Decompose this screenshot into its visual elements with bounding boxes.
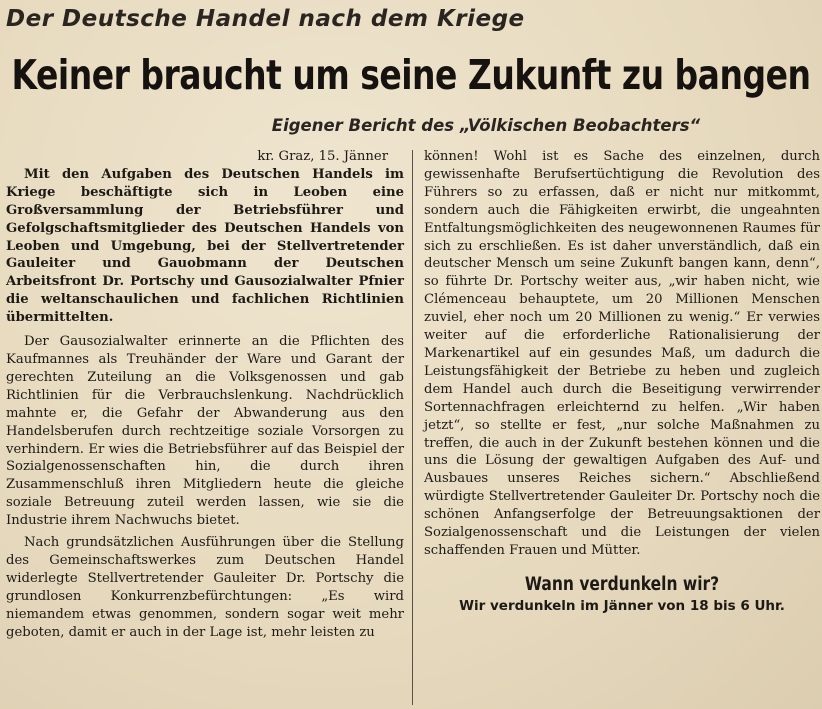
article-dateline: kr. Graz, 15. Jänner (257, 149, 388, 164)
right-column (424, 148, 820, 616)
article-paragraph: Der Gausozialwalter erinnerte an die Pflichten des Kaufmannes als Treuhänder der Ware und Garant der gerechten Zuteilung an die Volksgenossen und gab Richtlinien für die Verbrauchslenkung. Nachdrücklich mahnte er, die Gefahr der Abwanderung aus den Handelsberufen durch rechtzeitige soziale Vorsorgen zu verhindern. Er wies die Betriebsführer auf das Beispiel der Sozialgenossenschaften hin, die durch ihren Zusammenschluß ihren Mitgliedern heute die gleiche soziale Betreuung zuteil werden lassen, wie sie die Industrie ihrem Nachwuchs bietet. (6, 334, 404, 529)
article-paragraph: können! Wohl ist es Sache des einzelnen, durch gewissenhafte Berufsertüchtigung die Revolution des Führers so zu erfassen, daß er nicht nur mitkommt, sondern auch die Fähigkeiten erwirbt, die ungeahnten Entfaltungsmöglichkeiten des neugewonnenen Raumes für sich zu erschließen. Es ist daher unverständlich, daß ein deutscher Mensch um seine Zukunft bangen kann, denn“, so führte Dr. Portschy weiter aus, „wir haben nicht, wie Clémenceau behauptete, um 20 Millionen Menschen zuviel, eher noch um 20 Millionen zu wenig.“ Er verwies weiter auf die erforderliche Rationalisierung der Markenartikel auf ein gesundes Maß, um dadurch die Leistungsfähigkeit der Betriebe zu heben und zugleich dem Handel auch durch die Beseitigung verwirrender Sortennachfragen erleichternd zu helfen. „Wir haben jetzt“, so stellte er fest, „nur solche Maßnahmen zu treffen, die auch in der Zukunft bestehen können und die uns die Lösung der gewaltigen Aufgaben des Auf- und Ausbaues unseres Reiches sichern.“ Abschließend würdigte Stellvertretender Gauleiter Dr. Portschy noch die schönen Anfangserfolge der Betreuungsaktionen der Sozialgenossenschaft und die Leistungen der vielen schaffenden Frauen und Mütter. (424, 149, 820, 558)
left-column (6, 148, 404, 641)
blackout-notice-heading: Wann verdunkeln wir? (524, 572, 720, 595)
article-byline: Eigener Bericht des „Völkischen Beobachters“ (271, 116, 701, 135)
article-kicker: Der Deutsche Handel nach dem Kriege (6, 6, 525, 32)
article-paragraph: Nach grundsätzlichen Ausführungen über die Stellung des Gemeinschaftswerkes zum Deutschen Handel widerlegte Stellvertretender Gauleiter Dr. Portschy die grundlosen Konkurrenzbefürchtungen: „Es wird niemandem etwas genommen, sondern sogar weit mehr geboten, damit er auch in der Lage ist, mehr leisten zu (6, 535, 404, 640)
blackout-notice-text: Wir verdunkeln im Jänner von 18 bis 6 Uhr. (459, 597, 785, 614)
column-divider (412, 150, 413, 705)
article-lead: Mit den Aufgaben des Deutschen Handels im Kriege beschäftigte sich in Leoben eine Großversammlung der Betriebsführer und Gefolgschaftsmitglieder des Deutschen Handels von Leoben und Umgebung, bei der Stellvertretender Gauleiter und Gauobmann der Deutschen Arbeitsfront Dr. Portschy und Gausozialwalter Pfnier die weltanschaulichen und fachlichen Richtlinien übermittelten. (6, 166, 404, 326)
article-headline: Keiner braucht um seine Zukunft zu bangen (11, 50, 811, 99)
